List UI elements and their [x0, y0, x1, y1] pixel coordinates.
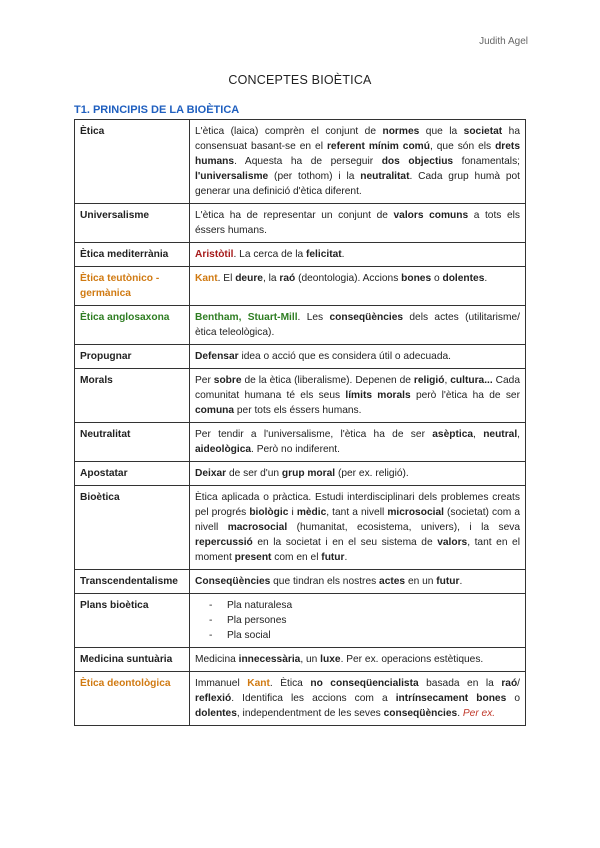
- definition-text: .: [344, 552, 348, 563]
- definition-list: [195, 598, 520, 643]
- definition-text: . Cada grup humà pot generar una definició d'ètica diferent.: [195, 171, 521, 197]
- definition-text: religió: [413, 375, 445, 386]
- definition-text: i: [288, 507, 297, 518]
- concepts-table: [74, 119, 526, 726]
- definition-text: grup moral: [281, 468, 336, 479]
- definition-text: L'ètica (laica) comprèn el conjunt de: [195, 126, 383, 137]
- definition-text: felicitat: [306, 249, 342, 260]
- definition-text: reflexió: [195, 693, 232, 704]
- definition-text: Per: [195, 375, 214, 386]
- definition-cell: [190, 306, 526, 345]
- table-row: [75, 423, 526, 462]
- definition-text: Deixar: [195, 468, 227, 479]
- definition-cell: [190, 267, 526, 306]
- definition-text: .: [457, 708, 463, 719]
- definition-text: dolentes: [195, 708, 237, 719]
- definition-text: o: [431, 273, 443, 284]
- definition-text: , un: [300, 654, 321, 665]
- definition-text: (per ex. religió).: [335, 468, 409, 479]
- definition-text: normes: [382, 126, 420, 137]
- definition-text: . La cerca de la: [233, 249, 306, 260]
- definition-text: intrínsecament bones: [395, 693, 507, 704]
- table-row: [75, 243, 526, 267]
- definition-text: o: [506, 693, 520, 704]
- definition-text: Ètica aplicada o pràctica. Estudi interdisciplinari dels problemes creats pel progrés: [195, 492, 520, 518]
- definition-cell: [190, 423, 526, 462]
- definition-text: Per ex.: [462, 708, 496, 719]
- definition-text: en un: [405, 576, 437, 587]
- definition-text: dels actes (utilitarisme/ètica teleològica).: [195, 312, 520, 338]
- definition-cell: [190, 462, 526, 486]
- definition-text: neutral: [483, 429, 518, 440]
- table-row: [75, 204, 526, 243]
- definition-text: biològic: [249, 507, 289, 518]
- table-row: [75, 120, 526, 204]
- term-cell: Ètica mediterrània: [75, 243, 190, 267]
- definition-text: Immanuel: [195, 678, 248, 689]
- definition-text: societat: [463, 126, 503, 137]
- list-item: - Pla persones: [227, 613, 520, 628]
- definition-text: conseqüències: [383, 708, 458, 719]
- definition-text: a tots els éssers humans.: [195, 210, 520, 236]
- definition-text: aideològica: [195, 444, 252, 455]
- table-row: [75, 306, 526, 345]
- definition-text: (humanitat, ecosistema, univers), i la seva: [287, 522, 521, 533]
- definition-text: . Però no indiferent.: [251, 444, 340, 455]
- definition-text: no conseqüencialista: [310, 678, 419, 689]
- definition-text: de ser d'un: [226, 468, 282, 479]
- definition-text: Kant: [195, 273, 218, 284]
- definition-text: fonamentals;: [453, 156, 520, 167]
- definition-text: que tindran els nostres: [270, 576, 380, 587]
- definition-text: en la societat i en el seu sistema de: [252, 537, 438, 548]
- definition-text: basada en la: [418, 678, 502, 689]
- definition-text: ,: [473, 429, 484, 440]
- definition-text: raó: [279, 273, 296, 284]
- term-cell: Medicina suntuària: [75, 648, 190, 672]
- page-title: CONCEPTES BIOÈTICA: [228, 73, 372, 87]
- definition-text: (societat) com a nivell: [195, 507, 520, 533]
- term-cell: Apostatar: [75, 462, 190, 486]
- definition-text: ,: [517, 429, 520, 440]
- definition-text: . Les: [297, 312, 330, 323]
- term-cell: Propugnar: [75, 345, 190, 369]
- definition-text: . Identifica les accions com a: [231, 693, 396, 704]
- table-row: [75, 672, 526, 726]
- definition-text: asèptica: [432, 429, 474, 440]
- definition-text: microsocial: [387, 507, 444, 518]
- definition-text: Medicina: [195, 654, 239, 665]
- definition-text: , tant a nivell: [326, 507, 388, 518]
- term-cell: Universalisme: [75, 204, 190, 243]
- definition-text: actes: [379, 576, 406, 587]
- definition-text: macrosocial: [227, 522, 288, 533]
- definition-text: . Per ex. operacions estètiques.: [340, 654, 484, 665]
- definition-text: Aristòtil: [195, 249, 234, 260]
- definition-text: luxe: [320, 654, 341, 665]
- definition-cell: [190, 243, 526, 267]
- definition-text: present: [234, 552, 272, 563]
- definition-text: límits morals: [345, 390, 411, 401]
- definition-text: /: [517, 678, 521, 689]
- definition-text: . Ètica: [269, 678, 311, 689]
- definition-text: , independentment de les seves: [236, 708, 384, 719]
- definition-text: Conseqüències: [195, 576, 271, 587]
- definition-text: ,: [444, 375, 451, 386]
- definition-text: Defensar: [195, 351, 239, 362]
- table-row: [75, 594, 526, 648]
- table-row: [75, 369, 526, 423]
- definition-text: dolentes: [442, 273, 485, 284]
- term-cell: Ètica teutònico - germànica: [75, 267, 190, 306]
- definition-cell: [190, 594, 526, 648]
- definition-text: . Aquesta ha de perseguir: [234, 156, 382, 167]
- definition-text: l'universalisme: [195, 171, 269, 182]
- definition-text: futur: [436, 576, 460, 587]
- table-row: [75, 267, 526, 306]
- list-item: - Pla naturalesa: [227, 598, 520, 613]
- definition-text: L'ètica ha de representar un conjunt de: [195, 210, 394, 221]
- term-cell: Morals: [75, 369, 190, 423]
- definition-text: que la: [419, 126, 464, 137]
- term-cell: Transcendentalisme: [75, 570, 190, 594]
- definition-text: bones: [401, 273, 432, 284]
- definition-text: conseqüències: [329, 312, 404, 323]
- definition-text: Cada comunitat humana té els seus: [195, 375, 520, 401]
- definition-text: mèdic: [296, 507, 327, 518]
- term-cell: Neutralitat: [75, 423, 190, 462]
- definition-text: repercussió: [195, 537, 253, 548]
- definition-text: neutralitat: [360, 171, 410, 182]
- term-cell: Plans bioètica: [75, 594, 190, 648]
- definition-text: (deontologia). Accions: [295, 273, 402, 284]
- definition-text: futur: [321, 552, 345, 563]
- definition-text: com en el: [271, 552, 322, 563]
- definition-text: ha consensuat basant-se en el: [195, 126, 520, 152]
- definition-text: Kant: [247, 678, 270, 689]
- list-item: - Pla social: [227, 628, 520, 643]
- definition-text: innecessària: [238, 654, 301, 665]
- definition-cell: [190, 345, 526, 369]
- term-cell: Ètica deontològica: [75, 672, 190, 726]
- definition-text: drets humans: [195, 141, 520, 167]
- definition-text: . El: [217, 273, 236, 284]
- definition-cell: [190, 672, 526, 726]
- term-cell: Bioètica: [75, 486, 190, 570]
- definition-text: valors: [437, 537, 468, 548]
- definition-text: referent mínim comú: [326, 141, 430, 152]
- definition-cell: [190, 120, 526, 204]
- table-row: [75, 570, 526, 594]
- table-row: [75, 345, 526, 369]
- section-heading: T1. PRINCIPIS DE LA BIOÈTICA: [74, 104, 240, 116]
- table-row: [75, 648, 526, 672]
- table-row: [75, 462, 526, 486]
- table-row: [75, 486, 526, 570]
- definition-text: Bentham, Stuart-Mill: [195, 312, 298, 323]
- definition-text: , tant en el moment: [195, 537, 520, 563]
- definition-text: sobre: [213, 375, 242, 386]
- definition-cell: [190, 648, 526, 672]
- definition-text: Per tendir a l'universalisme, l'ètica ha de ser: [195, 429, 433, 440]
- definition-text: .: [484, 273, 488, 284]
- definition-text: .: [459, 576, 463, 587]
- definition-text: dos objectius: [381, 156, 454, 167]
- definition-text: però l'ètica ha de ser: [410, 390, 520, 401]
- definition-text: idea o acció que es considera útil o adecuada.: [238, 351, 451, 362]
- definition-text: (per tothom) i la: [268, 171, 361, 182]
- definition-text: , que són els: [429, 141, 496, 152]
- term-cell: Ètica: [75, 120, 190, 204]
- definition-cell: [190, 204, 526, 243]
- definition-text: cultura...: [450, 375, 493, 386]
- definition-cell: [190, 369, 526, 423]
- definition-text: per tots els éssers humans.: [234, 405, 362, 416]
- definition-text: valors comuns: [393, 210, 469, 221]
- definition-cell: [190, 486, 526, 570]
- definition-cell: [190, 570, 526, 594]
- definition-text: de la ètica (liberalisme). Depenen de: [241, 375, 414, 386]
- author-name: Judith Agel: [479, 36, 528, 47]
- definition-text: deure: [235, 273, 263, 284]
- definition-text: , la: [262, 273, 280, 284]
- term-cell: Ètica anglosaxona: [75, 306, 190, 345]
- definition-text: comuna: [195, 405, 235, 416]
- definition-text: .: [341, 249, 345, 260]
- definition-text: raó: [501, 678, 518, 689]
